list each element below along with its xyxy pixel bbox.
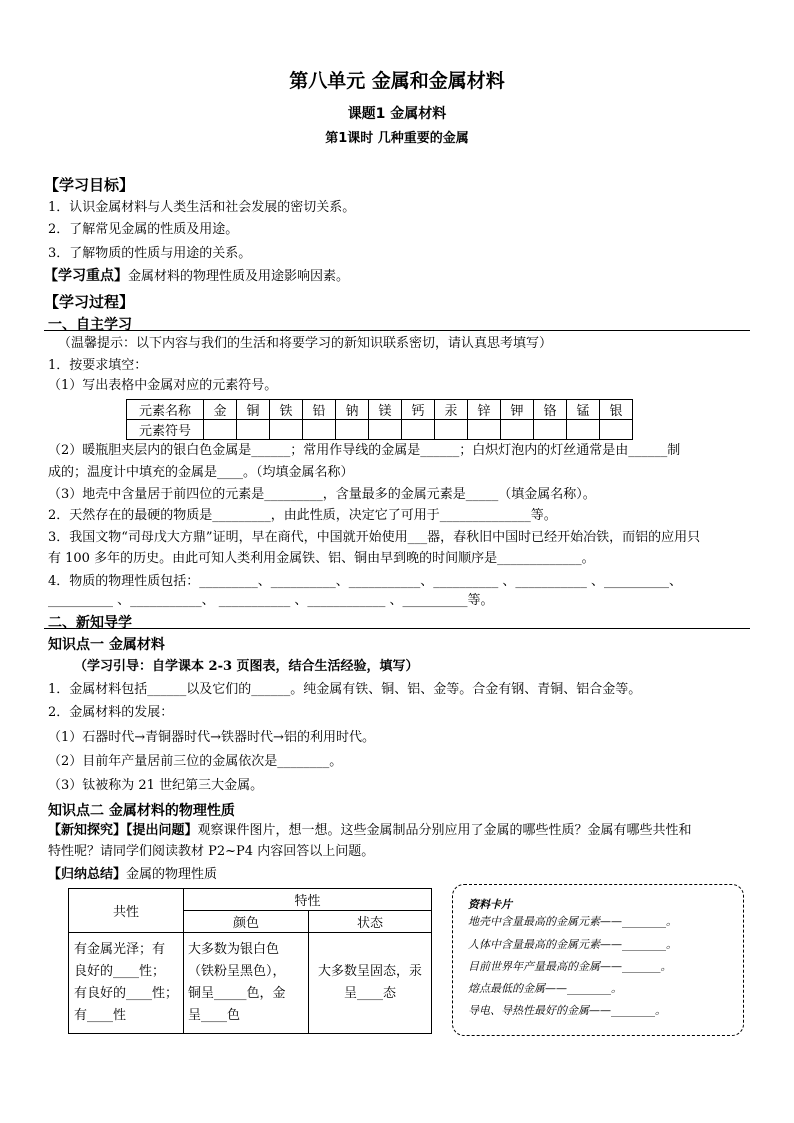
metal-name-cell: 汞 [435,400,468,420]
symbol-blank-cell[interactable] [435,420,468,440]
part1-q4a: 4．物质的物理性质包括：_________、__________、___________、__________ 、___________ 、__________、 [48,574,683,589]
knowledge1-q2: 2．金属材料的发展： [48,705,174,720]
process-heading: 【学习过程】 [44,293,135,311]
common-line: 有____性 [74,1008,127,1023]
part1-q1-1: （1）写出表格中金属对应的元素符号。 [48,378,278,393]
state-line: 大多数呈固态，汞 [318,964,423,979]
element-symbol-table [126,399,633,440]
color-line: 大多数为银白色 [188,942,280,957]
symbol-blank-cell[interactable] [567,420,600,440]
symbol-blank-cell[interactable] [237,420,270,440]
knowledge2-explore-b: 特性呢？请同学们阅读教材 P2~P4 内容回答以上问题。 [48,844,375,859]
knowledge2-title: 知识点二 金属材料的物理性质 [48,803,235,819]
objective-item: 3．了解物质的性质与用途的关系。 [48,246,252,261]
metal-name-cell: 镁 [369,400,402,420]
metal-name-cell: 铬 [534,400,567,420]
symbol-blank-cell[interactable] [336,420,369,440]
metal-name-cell: 钾 [501,400,534,420]
common-line: 良好的____性； [74,964,166,979]
unit-title: 第八单元 金属和金属材料 [289,70,505,92]
symbol-blank-cell[interactable] [501,420,534,440]
objective-item: 1．认识金属材料与人类生活和社会发展的密切关系。 [48,200,356,215]
metal-name-cell: 金 [204,400,237,420]
section-divider [44,314,750,331]
state-line: 呈____态 [344,986,397,1001]
symbol-blank-cell[interactable] [369,420,402,440]
symbol-blank-cell[interactable] [204,420,237,440]
color-cell [184,933,309,1034]
part1-q1: 1．按要求填空： [48,358,148,373]
knowledge1-q2-2: （2）目前年产量居前三位的金属依次是________。 [48,754,343,769]
part1-q4b: __________ 、___________、 ___________ 、____________ 、__________等。 [48,593,494,608]
part1-q3a: 3．我国文物“司母戊大方鼎”证明，早在商代，中国就开始使用___器，春秋旧中国时已经开始冶铁，而铝的应用只 [48,530,701,545]
part1-q3b: 有 100 多年的历史。由此可知人类利用金属铁、铝、铜由早到晚的时间顺序是_____________。 [48,551,595,566]
col-state-header: 状态 [309,911,432,933]
symbol-blank-cell[interactable] [402,420,435,440]
part1-q1-3: （3）地壳中含量居于前四位的元素是_________，含量最多的金属元素是_____（填金属名称）。 [48,487,596,502]
metal-name-cell: 锌 [468,400,501,420]
common-line: 有金属光泽；有 [74,942,166,957]
common-line: 有良好的____性； [74,986,179,1001]
metal-name-cell: 铅 [303,400,336,420]
data-card-title: 资料卡片 [468,898,512,911]
metal-name-cell: 银 [600,400,633,420]
part1-q1-2a: （2）暖瓶胆夹层内的银白色金属是______；常用作导线的金属是______；白炽灯泡内的灯丝通常是由______制 [48,443,681,458]
common-properties-cell [69,933,184,1034]
part1-q2: 2．天然存在的最硬的物质是_________，由此性质，决定它了可用于______________等。 [48,508,557,523]
knowledge1-guide: （学习引导：自学课本 2-3 页图表，结合生活经验，填写） [74,659,419,674]
objective-item: 2．了解常见金属的性质及用途。 [48,222,239,237]
data-card-line: 熔点最低的金属——________。 [468,982,622,995]
symbol-blank-cell[interactable] [600,420,633,440]
col-color-header: 颜色 [184,911,309,933]
data-card-line: 地壳中含量最高的金属元素——________。 [468,915,677,928]
metal-name-cell: 锰 [567,400,600,420]
data-card-line: 目前世界年产量最高的金属——_______。 [468,960,672,973]
lesson-title: 课题1 金属材料 [347,106,447,122]
state-cell [309,933,432,1034]
symbol-blank-cell[interactable] [534,420,567,440]
symbol-blank-cell[interactable] [468,420,501,440]
row-label-name: 元素名称 [127,400,204,420]
part1-hint: （温馨提示：以下内容与我们的生活和将要学习的新知识联系密切，请认真思考填写） [58,336,553,351]
color-line: 铜呈_____色，金 [188,986,286,1001]
section-divider [44,612,750,629]
part2-heading: 二、新知导学 [48,615,132,631]
color-line: （铁粉呈黑色）， [188,964,286,979]
row-label-symbol: 元素符号 [127,420,204,440]
explore-label: 【新知探究】【提出问题】 [48,823,198,838]
symbol-blank-cell[interactable] [270,420,303,440]
metal-properties-table [68,888,432,1034]
part1-heading: 一、自主学习 [48,317,132,333]
knowledge1-q2-1: （1）石器时代→青铜器时代→铁器时代→铝的利用时代。 [48,730,375,745]
summary-text: 金属的物理性质 [126,867,218,882]
objectives-heading: 【学习目标】 [44,176,135,194]
period-title: 第1课时 几种重要的金属 [325,131,469,146]
focus-line [44,268,349,285]
data-card-line: 人体中含量最高的金属元素——________。 [468,938,677,951]
focus-label: 【学习重点】 [44,268,128,284]
col-common-header: 共性 [69,889,184,933]
knowledge1-title: 知识点一 金属材料 [48,637,165,653]
knowledge2-summary [48,867,217,883]
knowledge1-q1: 1．金属材料包括______以及它们的______。纯金属有铁、铜、铝、金等。合金有钢、青铜、铝合金等。 [48,682,642,697]
knowledge2-explore-a [48,823,692,839]
knowledge1-q2-3: （3）钛被称为 21 世纪第三大金属。 [48,778,264,793]
metal-name-cell: 铁 [270,400,303,420]
summary-label: 【归纳总结】 [48,867,127,882]
metal-name-cell: 钙 [402,400,435,420]
col-special-header: 特性 [184,889,432,911]
color-line: 呈____色 [188,1008,241,1023]
part1-q1-2b: 成的；温度计中填充的金属是____。（均填金属名称） [48,465,354,480]
symbol-blank-cell[interactable] [303,420,336,440]
metal-name-cell: 铜 [237,400,270,420]
focus-text: 金属材料的物理性质及用途影响因素。 [128,269,350,284]
data-card-line: 导电、导热性最好的金属——________。 [468,1004,666,1017]
explore-text: 观察课件图片，想一想。这些金属制品分别应用了金属的哪些性质？金属有哪些共性和 [197,823,692,838]
metal-name-cell: 钠 [336,400,369,420]
